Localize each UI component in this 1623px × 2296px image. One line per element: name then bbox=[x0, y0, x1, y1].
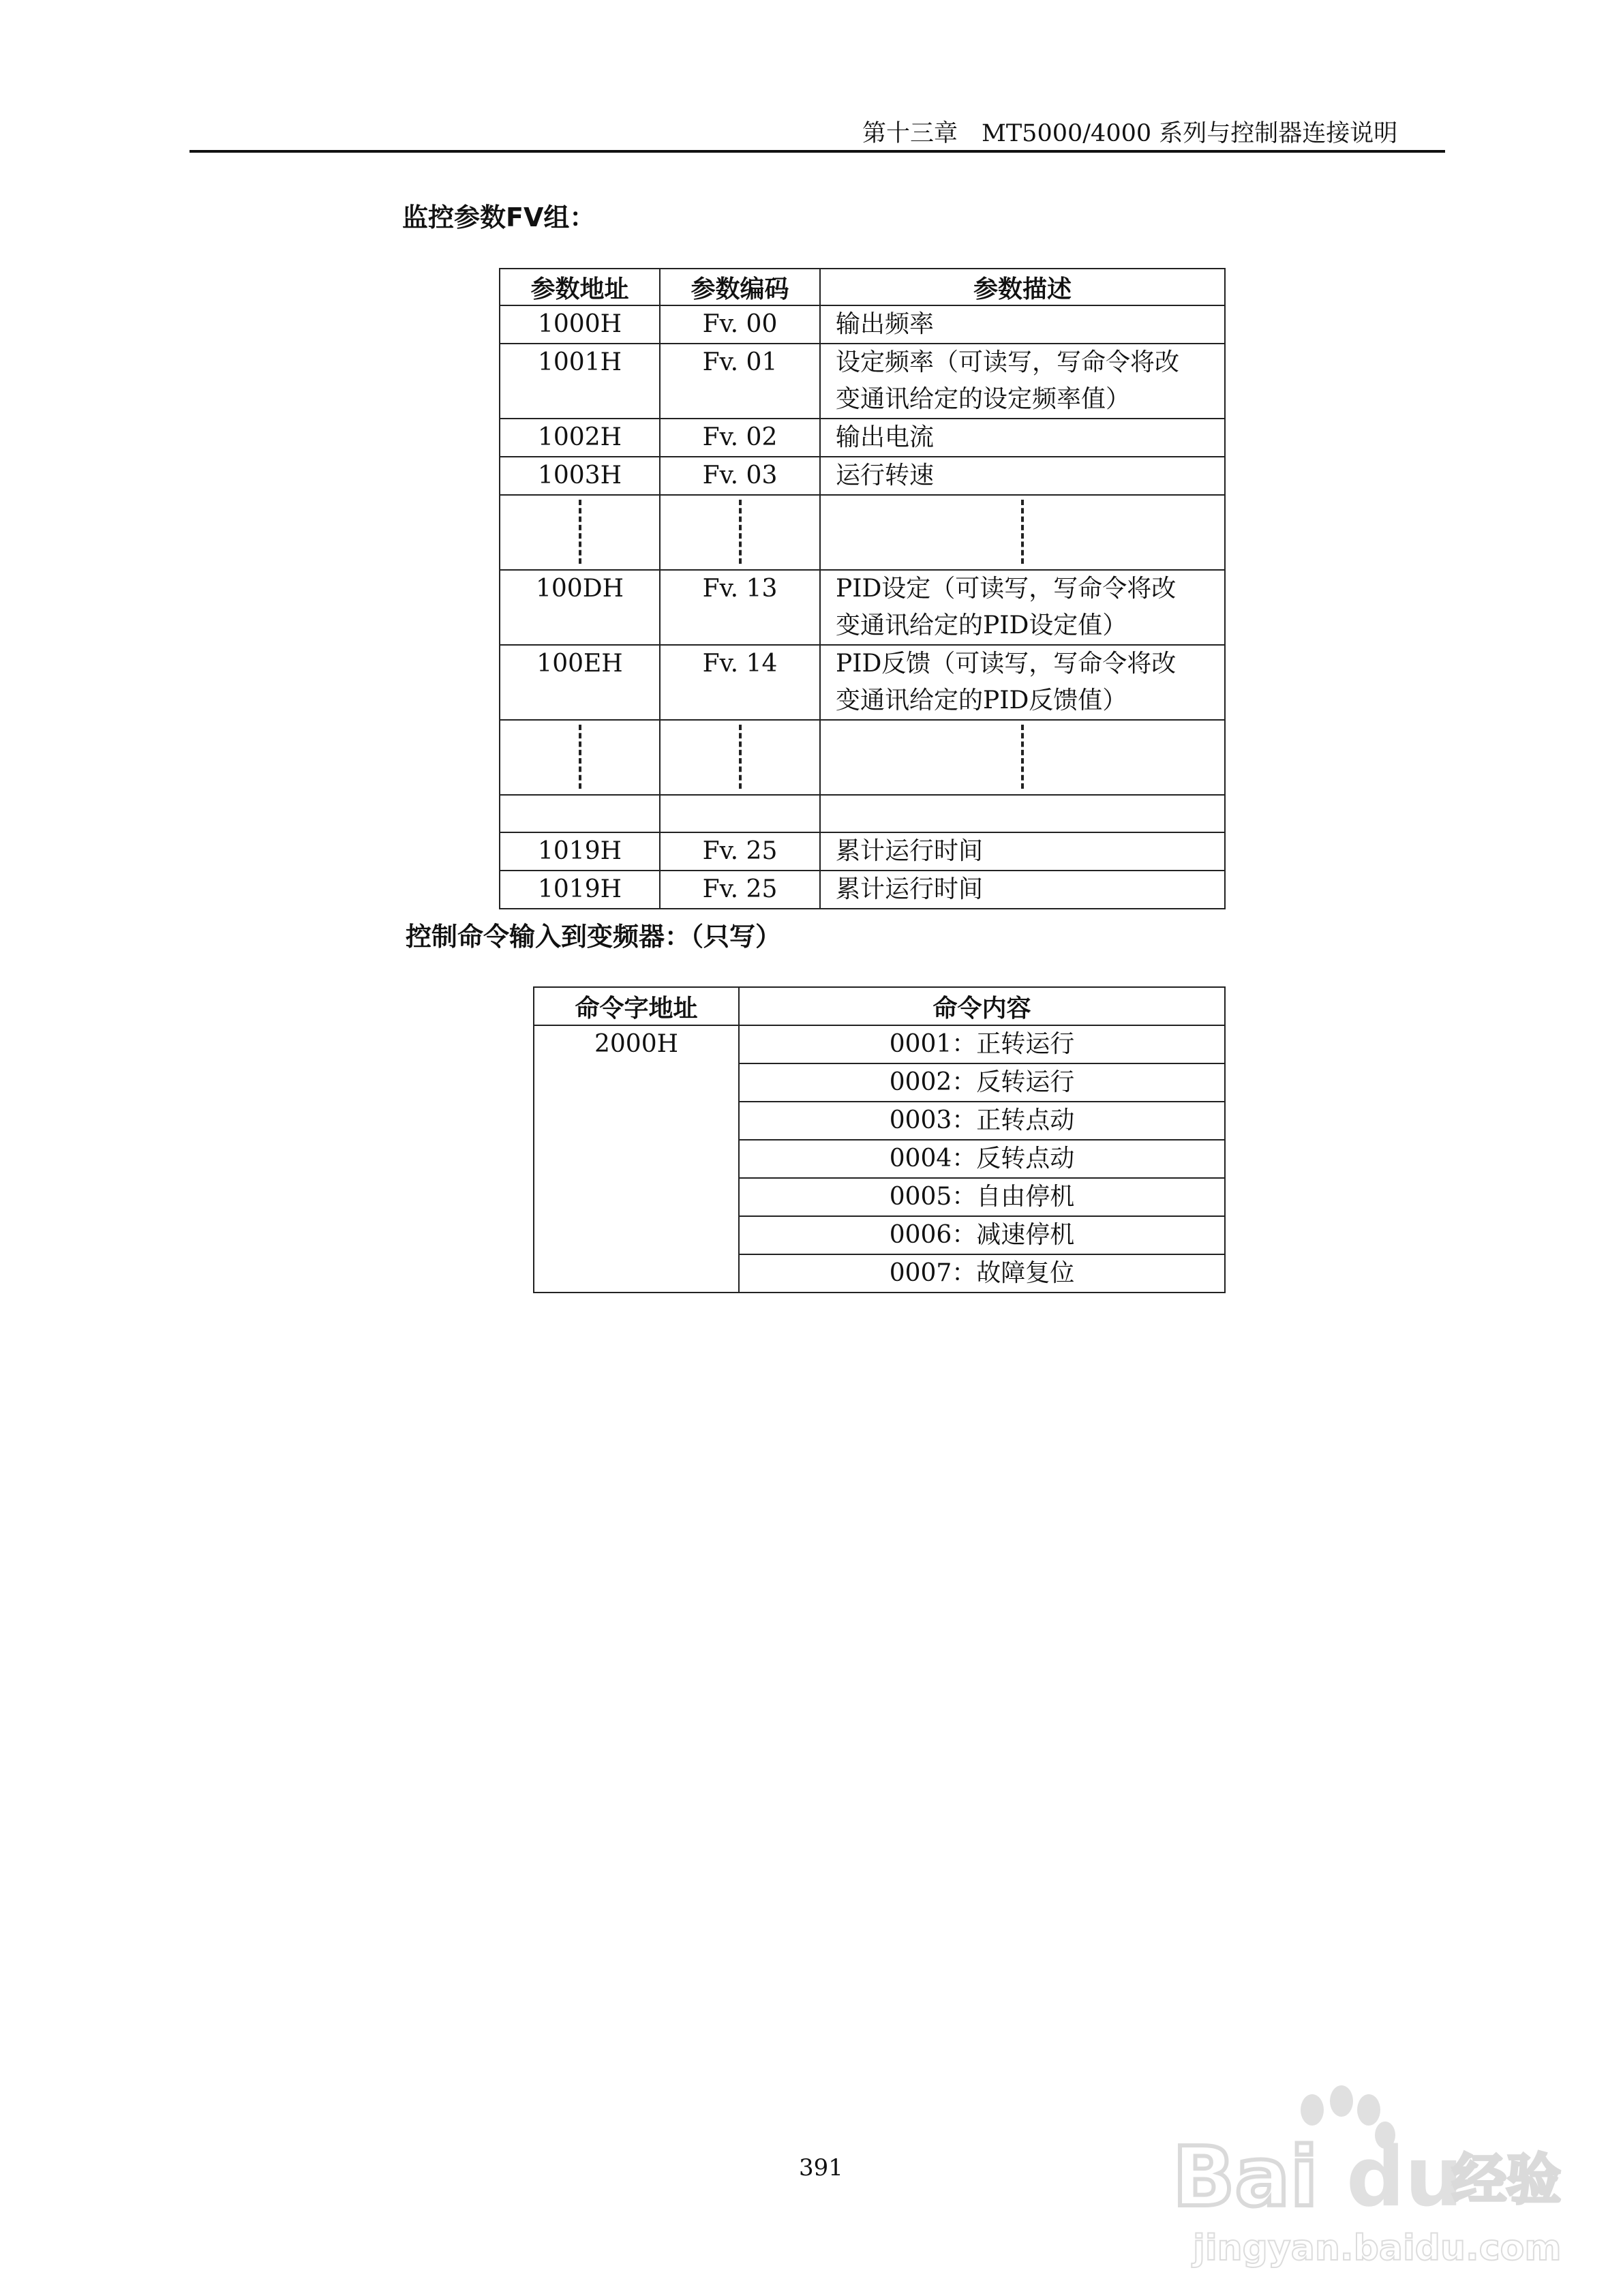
svg-text:经验: 经验 bbox=[1452, 2148, 1561, 2211]
cell-code: Fv. 00 bbox=[660, 305, 820, 344]
header-rule bbox=[189, 150, 1445, 153]
header-param-code: 参数编码 bbox=[660, 269, 820, 305]
cell-command: 0005：自由停机 bbox=[739, 1178, 1225, 1216]
ellipsis-cell bbox=[820, 720, 1225, 795]
cell-command: 0007：故障复位 bbox=[739, 1254, 1225, 1293]
cell-description: 运行转速 bbox=[820, 457, 1225, 495]
monitor-params-table bbox=[499, 268, 1226, 909]
cell-code: Fv. 13 bbox=[660, 570, 820, 645]
section-title-monitor-params: 监控参数FV组： bbox=[402, 202, 596, 232]
empty-cell bbox=[660, 795, 820, 832]
ellipsis-cell bbox=[500, 495, 660, 570]
cell-description: 累计运行时间 bbox=[820, 832, 1225, 871]
header-param-description: 参数描述 bbox=[820, 269, 1225, 305]
table-row bbox=[500, 832, 1225, 871]
cell-address: 1000H bbox=[500, 305, 660, 344]
dashed-ellipsis-mark bbox=[579, 725, 581, 789]
ellipsis-cell bbox=[500, 720, 660, 795]
cell-description: PID反馈（可读写，写命令将改 变通讯给定的PID反馈值） bbox=[820, 645, 1225, 720]
cell-description: 输出电流 bbox=[820, 419, 1225, 457]
cell-address: 1003H bbox=[500, 457, 660, 495]
svg-text:Bai: Bai bbox=[1172, 2130, 1318, 2225]
table-row bbox=[534, 1025, 1225, 1063]
cell-command: 0004：反转点动 bbox=[739, 1140, 1225, 1178]
cell-description: 设定频率（可读写，写命令将改 变通讯给定的设定频率值） bbox=[820, 344, 1225, 419]
header-command-content: 命令内容 bbox=[739, 987, 1225, 1025]
dashed-ellipsis-mark bbox=[739, 725, 742, 789]
dashed-ellipsis-mark bbox=[739, 500, 742, 564]
empty-row bbox=[500, 795, 1225, 832]
table-row bbox=[500, 344, 1225, 419]
svg-text:du: du bbox=[1346, 2130, 1463, 2225]
cell-address: 100EH bbox=[500, 645, 660, 720]
cell-command: 0002：反转运行 bbox=[739, 1063, 1225, 1102]
table-row bbox=[500, 871, 1225, 909]
cell-address: 1019H bbox=[500, 871, 660, 909]
table-row bbox=[500, 457, 1225, 495]
cell-description: 输出频率 bbox=[820, 305, 1225, 344]
cell-address: 1019H bbox=[500, 832, 660, 871]
baidu-jingyan-watermark bbox=[1166, 2079, 1562, 2277]
cell-command: 0001：正转运行 bbox=[739, 1025, 1225, 1063]
chapter-header: 第十三章 MT5000/4000 系列与控制器连接说明 bbox=[862, 120, 1398, 147]
table-row bbox=[500, 570, 1225, 645]
header-param-address: 参数地址 bbox=[500, 269, 660, 305]
ellipsis-row bbox=[500, 495, 1225, 570]
cell-code: Fv. 01 bbox=[660, 344, 820, 419]
table-row bbox=[500, 305, 1225, 344]
cell-command: 0003：正转点动 bbox=[739, 1102, 1225, 1140]
cell-address: 1002H bbox=[500, 419, 660, 457]
dashed-ellipsis-mark bbox=[1021, 500, 1024, 564]
table-row bbox=[500, 645, 1225, 720]
dashed-ellipsis-mark bbox=[579, 500, 581, 564]
header-command-address: 命令字地址 bbox=[534, 987, 739, 1025]
cell-code: Fv. 03 bbox=[660, 457, 820, 495]
cell-code: Fv. 25 bbox=[660, 832, 820, 871]
page-number: 391 bbox=[799, 2154, 843, 2181]
cell-code: Fv. 25 bbox=[660, 871, 820, 909]
cell-command-address: 2000H bbox=[534, 1025, 739, 1293]
empty-cell bbox=[820, 795, 1225, 832]
cell-code: Fv. 14 bbox=[660, 645, 820, 720]
ellipsis-cell bbox=[820, 495, 1225, 570]
cell-description: PID设定（可读写，写命令将改 变通讯给定的PID设定值） bbox=[820, 570, 1225, 645]
table-row bbox=[500, 419, 1225, 457]
ellipsis-cell bbox=[660, 720, 820, 795]
ellipsis-cell bbox=[660, 495, 820, 570]
empty-cell bbox=[500, 795, 660, 832]
cell-address: 100DH bbox=[500, 570, 660, 645]
ellipsis-row bbox=[500, 720, 1225, 795]
svg-text:jingyan.baidu.com: jingyan.baidu.com bbox=[1193, 2228, 1562, 2269]
cell-address: 1001H bbox=[500, 344, 660, 419]
control-commands-table bbox=[533, 986, 1226, 1293]
cell-description: 累计运行时间 bbox=[820, 871, 1225, 909]
section-title-control-commands: 控制命令输入到变频器：（只写） bbox=[406, 922, 782, 952]
dashed-ellipsis-mark bbox=[1021, 725, 1024, 789]
cell-code: Fv. 02 bbox=[660, 419, 820, 457]
cell-command: 0006：减速停机 bbox=[739, 1216, 1225, 1254]
